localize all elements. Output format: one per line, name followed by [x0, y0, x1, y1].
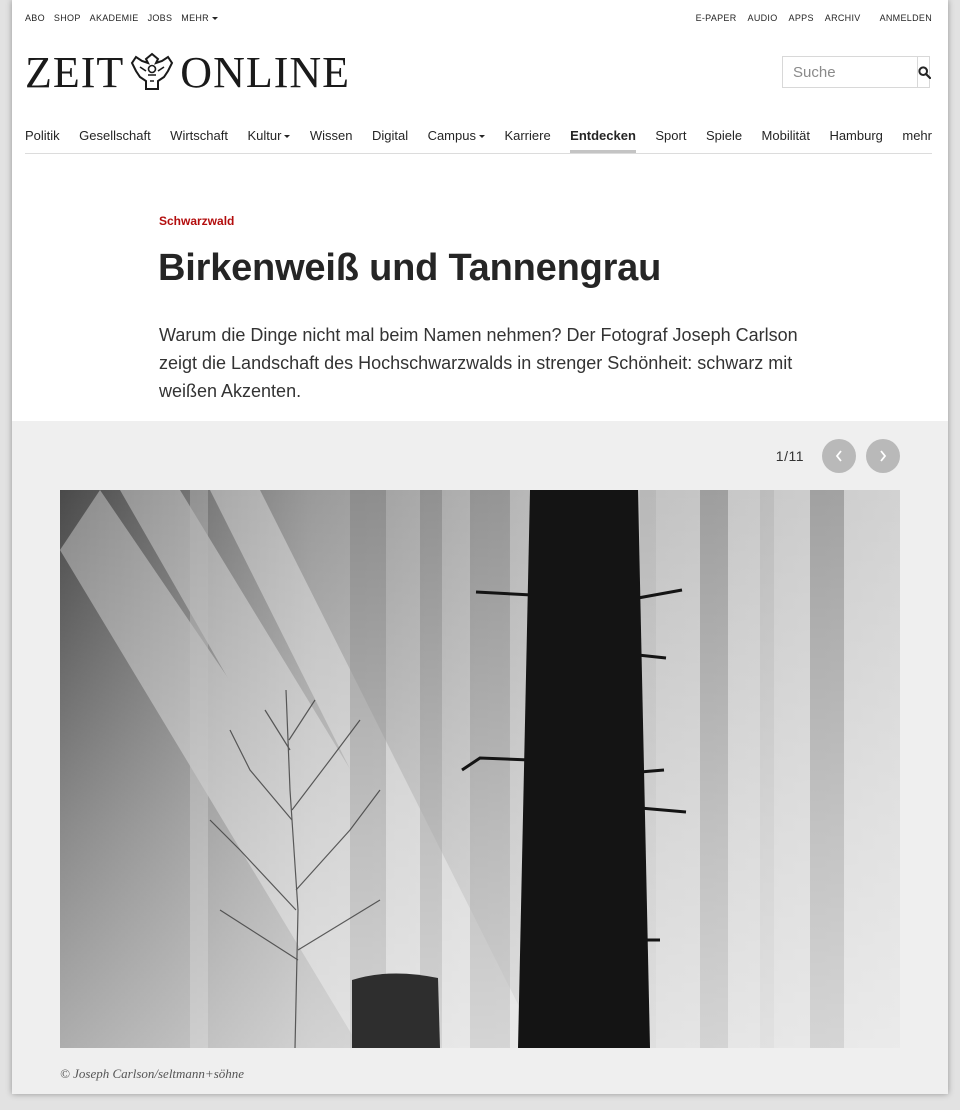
search-input[interactable]	[783, 57, 917, 87]
nav-item-sport[interactable]: Sport	[655, 128, 687, 143]
gallery-prev-button[interactable]	[822, 439, 856, 473]
page	[12, 0, 948, 1094]
search-icon	[918, 66, 931, 79]
photo-gallery	[12, 421, 948, 1094]
nav-item-politik[interactable]: Politik	[25, 128, 60, 143]
nav-item-gesellschaft[interactable]: Gesellschaft	[79, 128, 151, 143]
gallery-photo[interactable]	[60, 490, 900, 1048]
utility-link-archiv[interactable]: ARCHIV	[824, 13, 861, 23]
main-nav	[25, 127, 932, 154]
caret-down-icon	[284, 135, 290, 138]
utility-link-akademie[interactable]: AKADEMIE	[89, 13, 139, 23]
nav-item-karriere[interactable]: Karriere	[504, 128, 551, 143]
utility-mehr-label: MEHR	[181, 13, 209, 23]
nav-campus-label: Campus	[427, 128, 476, 143]
utility-link-jobs[interactable]: JOBS	[147, 13, 173, 23]
caret-down-icon	[479, 135, 485, 138]
utility-link-apps[interactable]: APPS	[788, 13, 814, 23]
gallery-pager	[776, 439, 900, 473]
logo-text-right: ONLINE	[180, 47, 351, 97]
nav-item-wirtschaft[interactable]: Wirtschaft	[170, 128, 228, 143]
utility-link-epaper[interactable]: E-PAPER	[695, 13, 737, 23]
nav-item-entdecken[interactable]: Entdecken	[570, 127, 636, 153]
search-button[interactable]	[917, 57, 931, 87]
caret-down-icon	[212, 17, 218, 20]
forest-photo-illustration	[60, 490, 900, 1048]
nav-item-mehr[interactable]: mehr	[902, 128, 932, 143]
site-logo[interactable]	[25, 49, 350, 95]
chevron-left-icon	[834, 449, 844, 463]
article-headline: Birkenweiß und Tannengrau	[158, 247, 662, 289]
gallery-next-button[interactable]	[866, 439, 900, 473]
utility-link-shop[interactable]: SHOP	[53, 13, 81, 23]
nav-kultur-label: Kultur	[247, 128, 282, 143]
nav-item-campus[interactable]	[428, 127, 485, 152]
article-summary: Warum die Dinge nicht mal beim Namen nehmen? Der Fotograf Joseph Carlson zeigt die Landschaft des Hochschwarzwalds in strenger Schönheit: schwarz mit weißen Akzenten.	[159, 325, 798, 401]
nav-item-mobilitaet[interactable]: Mobilität	[761, 128, 810, 143]
nav-item-hamburg[interactable]: Hamburg	[829, 128, 883, 143]
chevron-right-icon	[878, 449, 888, 463]
nav-item-kultur[interactable]	[247, 127, 290, 152]
utility-dropdown-mehr[interactable]	[181, 13, 218, 23]
login-link[interactable]: ANMELDEN	[879, 13, 932, 23]
utility-link-abo[interactable]: ABO	[25, 13, 45, 23]
nav-item-spiele[interactable]: Spiele	[705, 128, 743, 143]
article-kicker[interactable]: Schwarzwald	[159, 214, 235, 228]
nav-item-wissen[interactable]: Wissen	[309, 128, 353, 143]
nav-item-digital[interactable]: Digital	[371, 128, 409, 143]
search-box	[782, 56, 930, 88]
utility-link-audio[interactable]: AUDIO	[747, 13, 778, 23]
gallery-counter: 1/11	[775, 448, 804, 464]
eagle-crest-icon	[128, 51, 176, 93]
photo-credit: © Joseph Carlson/seltmann+söhne	[60, 1066, 245, 1081]
logo-text-left: ZEIT	[25, 47, 125, 97]
utility-nav	[25, 13, 932, 27]
